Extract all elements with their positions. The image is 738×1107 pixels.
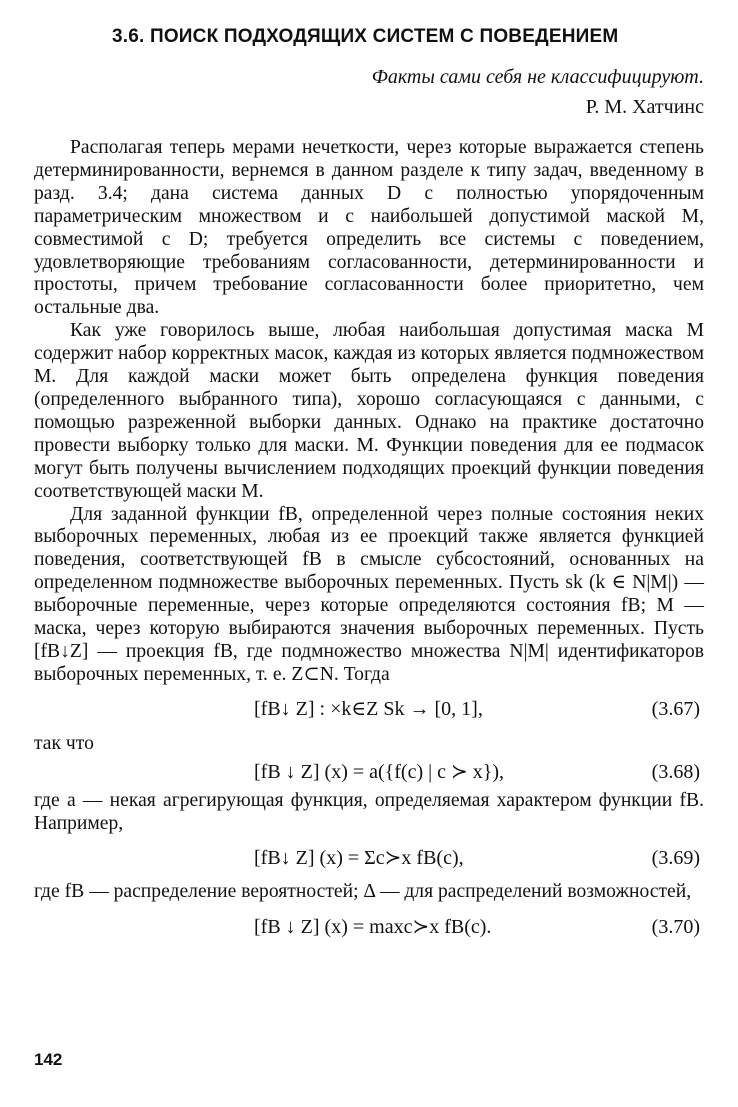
equation-number: (3.67) [651, 698, 700, 721]
epigraph [372, 62, 704, 122]
equation-expression: [fB↓ Z] : ×k∈Z Sk → [0, 1], [254, 698, 483, 721]
page-number: 142 [34, 1050, 63, 1069]
equation-number: (3.70) [651, 915, 700, 938]
connector-text: где fB — распределение вероятностей; Δ — для распределений возможностей, [34, 881, 692, 903]
connector-text: где a — некая агрегирующая функция, определяемая характером функции fB. Например, [34, 789, 704, 834]
equation-3-67 [34, 687, 704, 733]
connector-text: так что [34, 732, 94, 754]
equation-3-69 [34, 835, 704, 881]
equation-3-70 [34, 904, 704, 950]
equation-expression: [fB ↓ Z] (x) = maxc≻x fB(c). [254, 915, 492, 938]
section-heading: 3.6. ПОИСК ПОДХОДЯЩИХ СИСТЕМ С ПОВЕДЕНИЕМ [112, 26, 619, 47]
paragraph: Как уже говорилось выше, любая наибольшая допустимая маска M содержит набор корректных масок, каждая из которых является подмножеством M. Для каждой маски может быть определена функция поведения (определенного выбранного типа), хорошо согласующаяся с данными, с помощью разреженной выборки данных. Однако на практике достаточно провести выборку только для маски. M. Функции поведения для ее подмасок могут быть получены вычислением подходящих проекций функции поведения соответствующей маски M. [34, 320, 704, 502]
paragraph: Для заданной функции fB, определенной через полные состояния неких выборочных переменных, любая из ее проекций также является функцией поведения, соответствующей fB в смысле субсостояний, основанных на определенном подмножестве выборочных переменных. Пусть sk (k ∈ N|M|) — выборочные переменные, через которые определяются состояния fB; M — маска, через которую выбираются значения выборочных переменных. Пусть [fB↓Z] — проекция fB, где подмножество множества N|M| идентификаторов выборочных переменных, т. е. Z⊂N. Тогда [34, 503, 704, 685]
equation-expression: [fB↓ Z] (x) = Σc≻x fB(c), [254, 847, 464, 870]
epigraph-quote: Факты сами себя не классифицируют. [371, 66, 704, 88]
body-text [34, 137, 704, 950]
equation-number: (3.68) [651, 761, 700, 784]
equation-expression: [fB ↓ Z] (x) = a({f(c) | c ≻ x}), [254, 761, 505, 784]
paragraph: Располагая теперь мерами нечеткости, через которые выражается степень детерминированности, вернемся в данном разделе к типу задач, введенному в разд. 3.4; дана система данных D с полностью упорядоченным параметрическим множеством и с наибольшей допустимой маской M, совместимой с D; требуется определить все системы с поведением, удовлетворяющие требованиям согласованности, детерминированности и простоты, причем требование согласованности более приоритетно, чем остальные два. [34, 137, 704, 319]
equation-3-68 [34, 756, 704, 790]
equation-number: (3.69) [651, 847, 700, 870]
epigraph-author: Р. М. Хатчинс [585, 96, 704, 118]
